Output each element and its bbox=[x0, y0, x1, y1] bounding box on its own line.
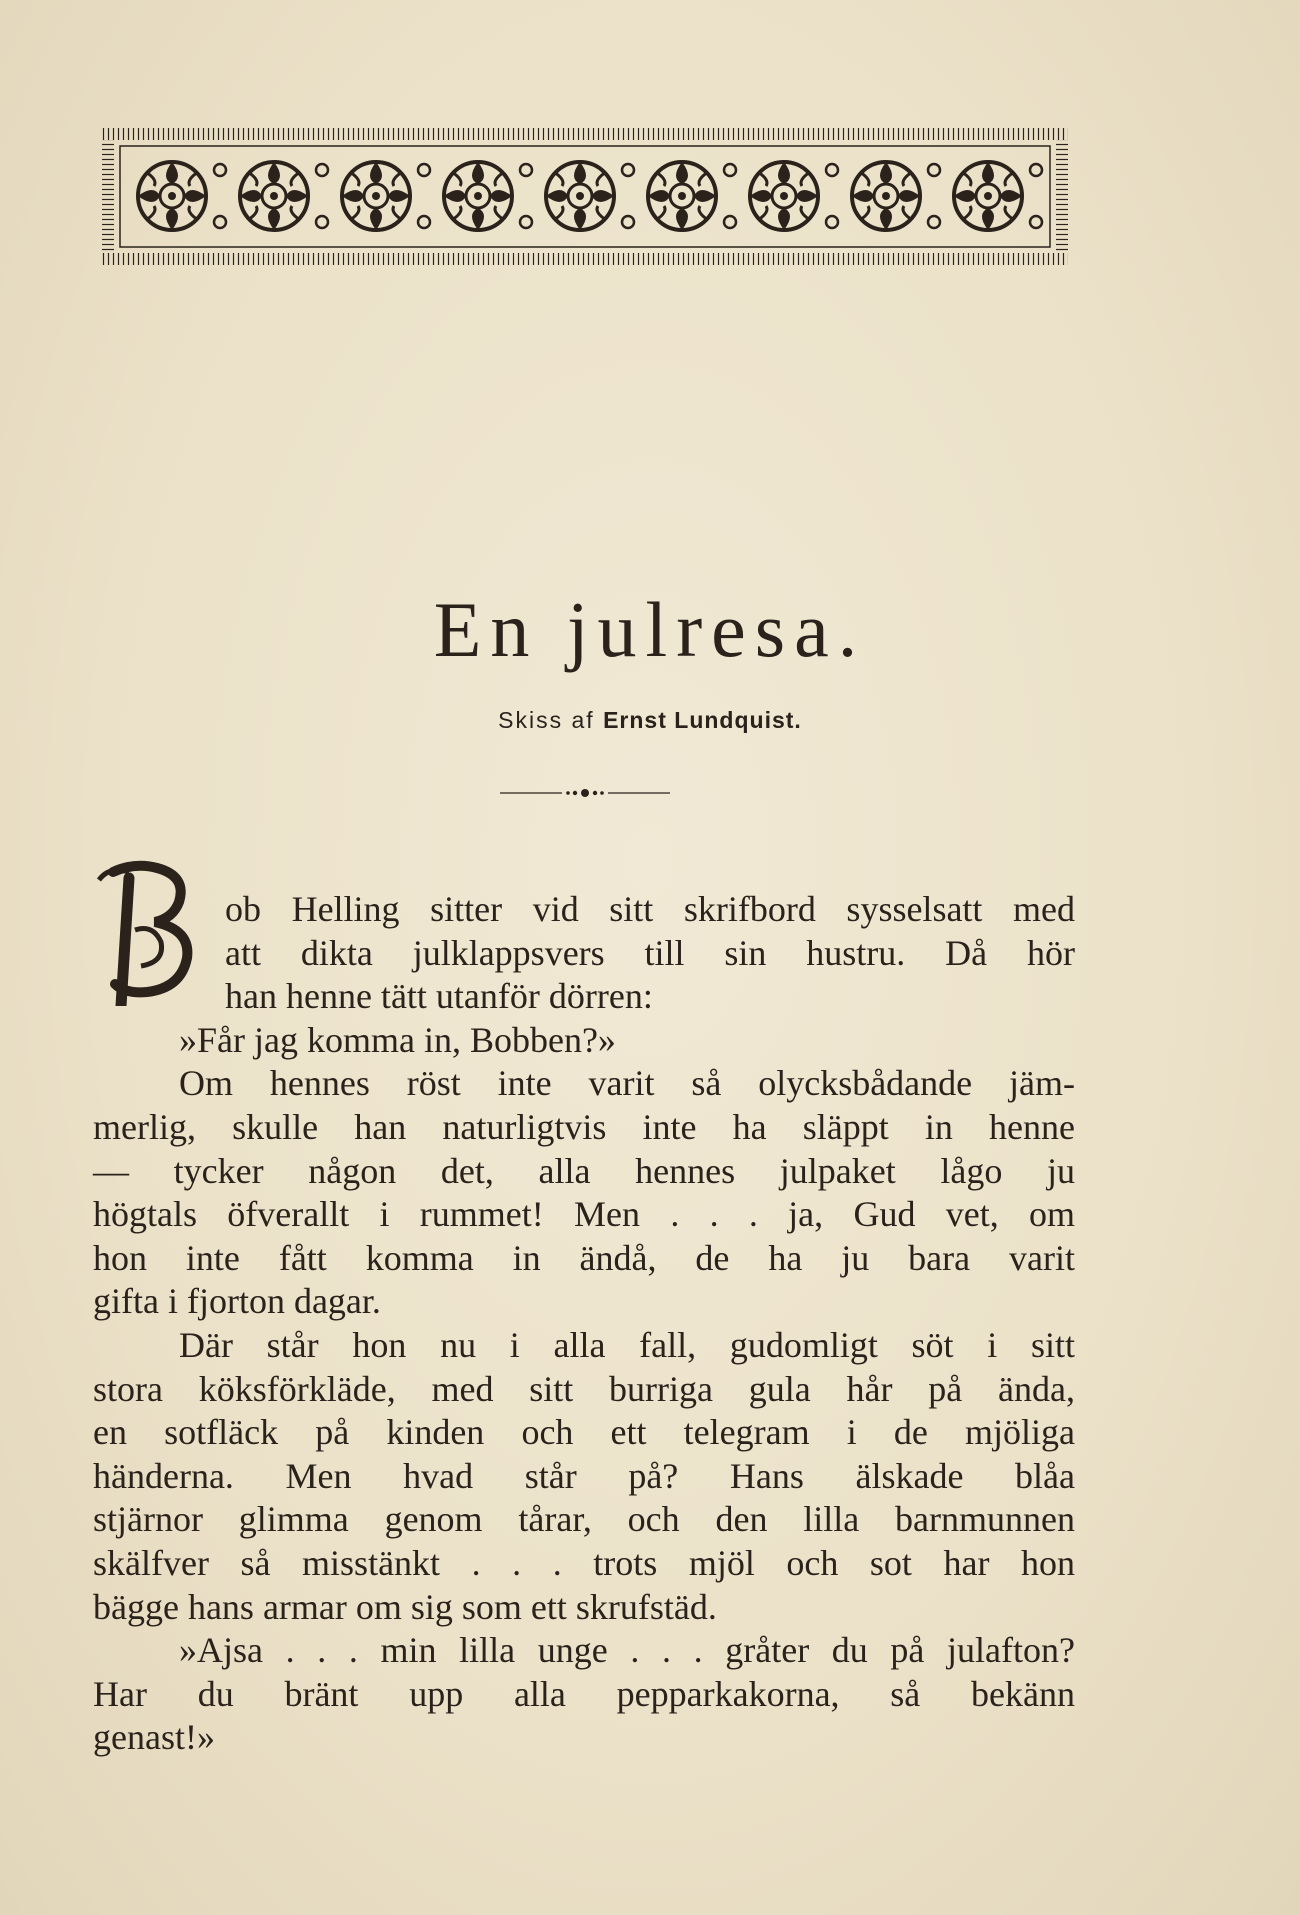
text-line: högtals öfverallt i rummet! Men . . . ja, Gud vet, om bbox=[93, 1194, 1075, 1235]
text-line: hon inte fått komma in ändå, de ha ju bara varit bbox=[93, 1237, 1075, 1278]
text-line: han henne tätt utanför dörren: bbox=[225, 976, 653, 1017]
text-line: »Får jag komma in, Bobben?» bbox=[179, 1019, 616, 1060]
text-line: skälfver så misstänkt . . . trots mjöl och sot har hon bbox=[93, 1542, 1075, 1583]
text-line: stora köksförkläde, med sitt burriga gula hår på ända, bbox=[93, 1368, 1075, 1409]
text-line: genast!» bbox=[93, 1717, 215, 1758]
byline-author: Ernst Lundquist. bbox=[603, 707, 802, 733]
page-title: En julresa. bbox=[433, 586, 867, 673]
text-line: händerna. Men hvad står på? Hans älskade blåa bbox=[93, 1455, 1075, 1496]
text-line: Om hennes röst inte varit så olycksbådande jäm- bbox=[179, 1063, 1075, 1104]
text-line: merlig, skulle han naturligtvis inte ha släppt in henne bbox=[93, 1106, 1075, 1147]
text-line: ob Helling sitter vid sitt skrifbord sysselsatt med bbox=[225, 889, 1075, 929]
section-divider bbox=[500, 785, 670, 801]
text-line: att dikta julklappsvers till sin hustru. Då hör bbox=[225, 932, 1075, 973]
text-line: »Ajsa . . . min lilla unge . . . gråter du på julafton? bbox=[179, 1630, 1075, 1671]
text-line: Har du bränt upp alla pepparkakorna, så bekänn bbox=[93, 1673, 1075, 1714]
byline bbox=[0, 707, 1300, 734]
byline-prefix: Skiss af bbox=[498, 707, 595, 733]
text-line: Där står hon nu i alla fall, gudomligt söt i sitt bbox=[179, 1324, 1075, 1365]
text-line: stjärnor glimma genom tårar, och den lilla barnmunnen bbox=[93, 1499, 1075, 1540]
floral-ornament-band bbox=[102, 128, 1068, 265]
drop-cap-letter: B bbox=[149, 956, 150, 957]
story-text bbox=[93, 888, 1075, 1760]
text-line: gifta i fjorton dagar. bbox=[93, 1281, 381, 1322]
text-line: bägge hans armar om sig som ett skrufstäd. bbox=[93, 1586, 717, 1627]
text-line: en sotfläck på kinden och ett telegram i de mjöliga bbox=[93, 1412, 1075, 1453]
text-line: — tycker någon det, alla hennes julpaket lågo ju bbox=[93, 1150, 1075, 1191]
